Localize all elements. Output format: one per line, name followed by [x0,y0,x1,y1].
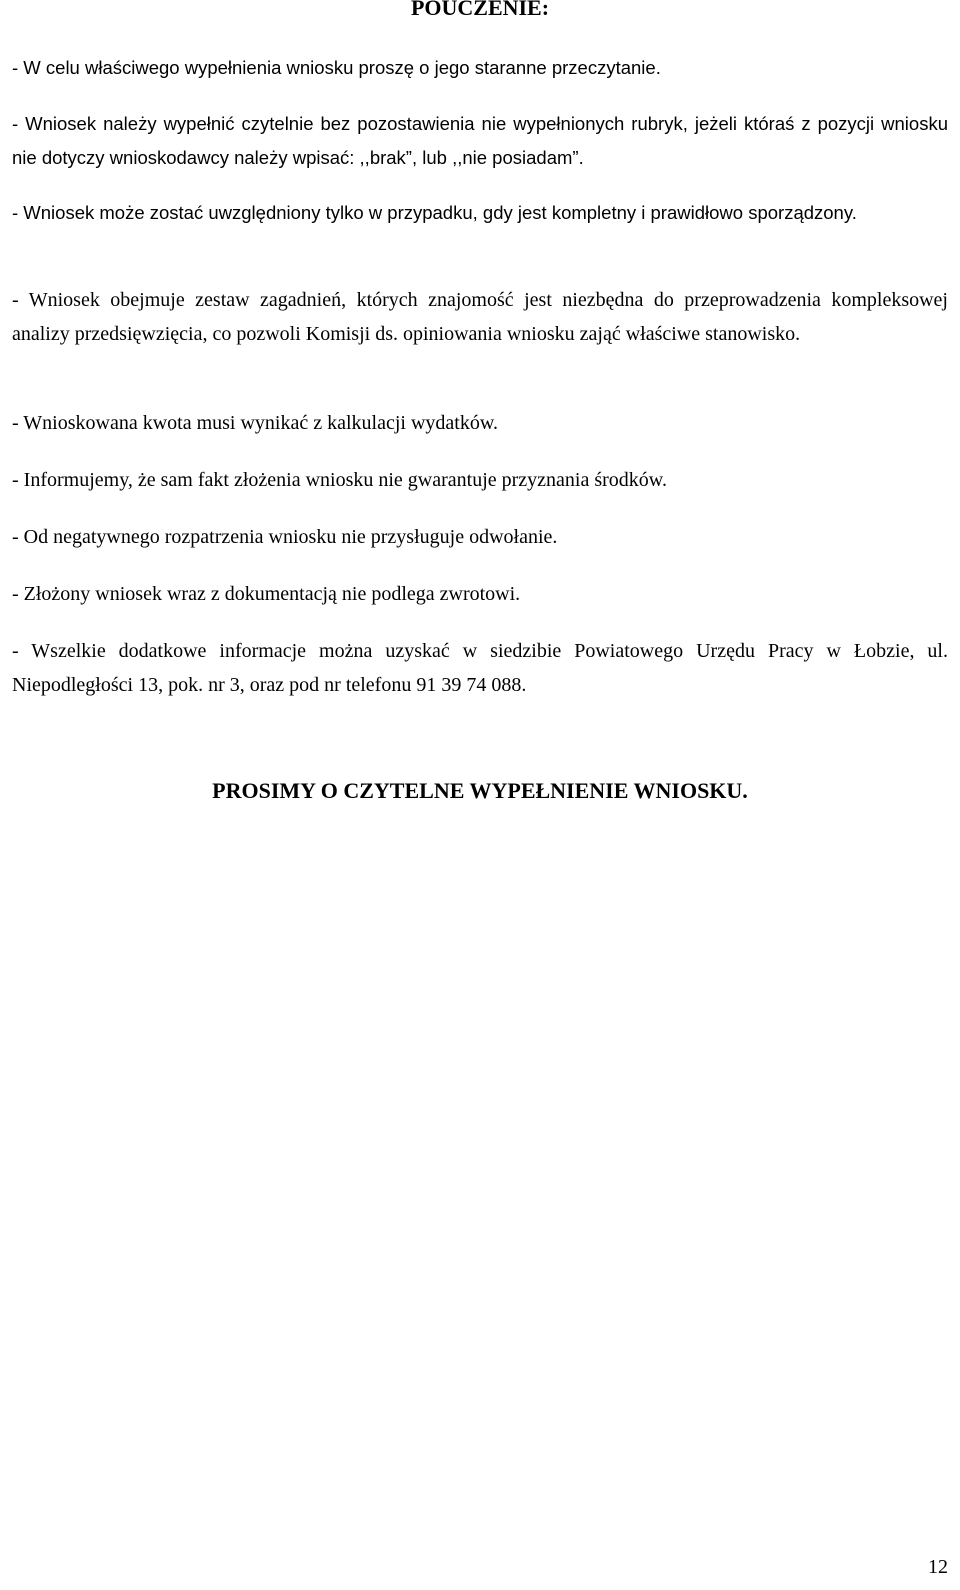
instruction-paragraph: - Od negatywnego rozpatrzenia wniosku nie przysługuje odwołanie. [12,526,558,548]
instruction-paragraph: - Wniosek należy wypełnić czytelnie bez pozostawienia nie wypełnionych rubryk, jeżeli któraś z pozycji wniosku nie dotyczy wnioskodawcy należy wpisać: ,,brak”, lub ,,nie posiadam”. [12,113,948,168]
instruction-paragraph: - Wszelkie dodatkowe informacje można uzyskać w siedzibie Powiatowego Urzędu Pracy w Łobzie, ul. Niepodległości 13, pok. nr 3, oraz pod nr telefonu 91 39 74 088. [12,640,948,696]
instruction-paragraph: - Wnioskowana kwota musi wynikać z kalkulacji wydatków. [12,412,498,434]
instruction-paragraph: - Złożony wniosek wraz z dokumentacją nie podlega zwrotowi. [12,583,521,605]
page-number: 12 [928,1556,948,1578]
closing-notice: PROSIMY O CZYTELNE WYPEŁNIENIE WNIOSKU. [212,778,748,803]
instruction-paragraph: - Wniosek może zostać uwzględniony tylko w przypadku, gdy jest kompletny i prawidłowo sporządzony. [12,202,857,223]
instruction-paragraph: - W celu właściwego wypełnienia wniosku proszę o jego staranne przeczytanie. [12,57,661,78]
instruction-paragraph: - Wniosek obejmuje zestaw zagadnień, których znajomość jest niezbędna do przeprowadzenia kompleksowej analizy przedsięwzięcia, co pozwoli Komisji ds. opiniowania wniosku zająć właściwe stanowisko. [12,289,948,345]
page-title: POUCZENIE: [410,0,550,20]
instruction-paragraph: - Informujemy, że sam fakt złożenia wniosku nie gwarantuje przyznania środków. [12,469,667,491]
